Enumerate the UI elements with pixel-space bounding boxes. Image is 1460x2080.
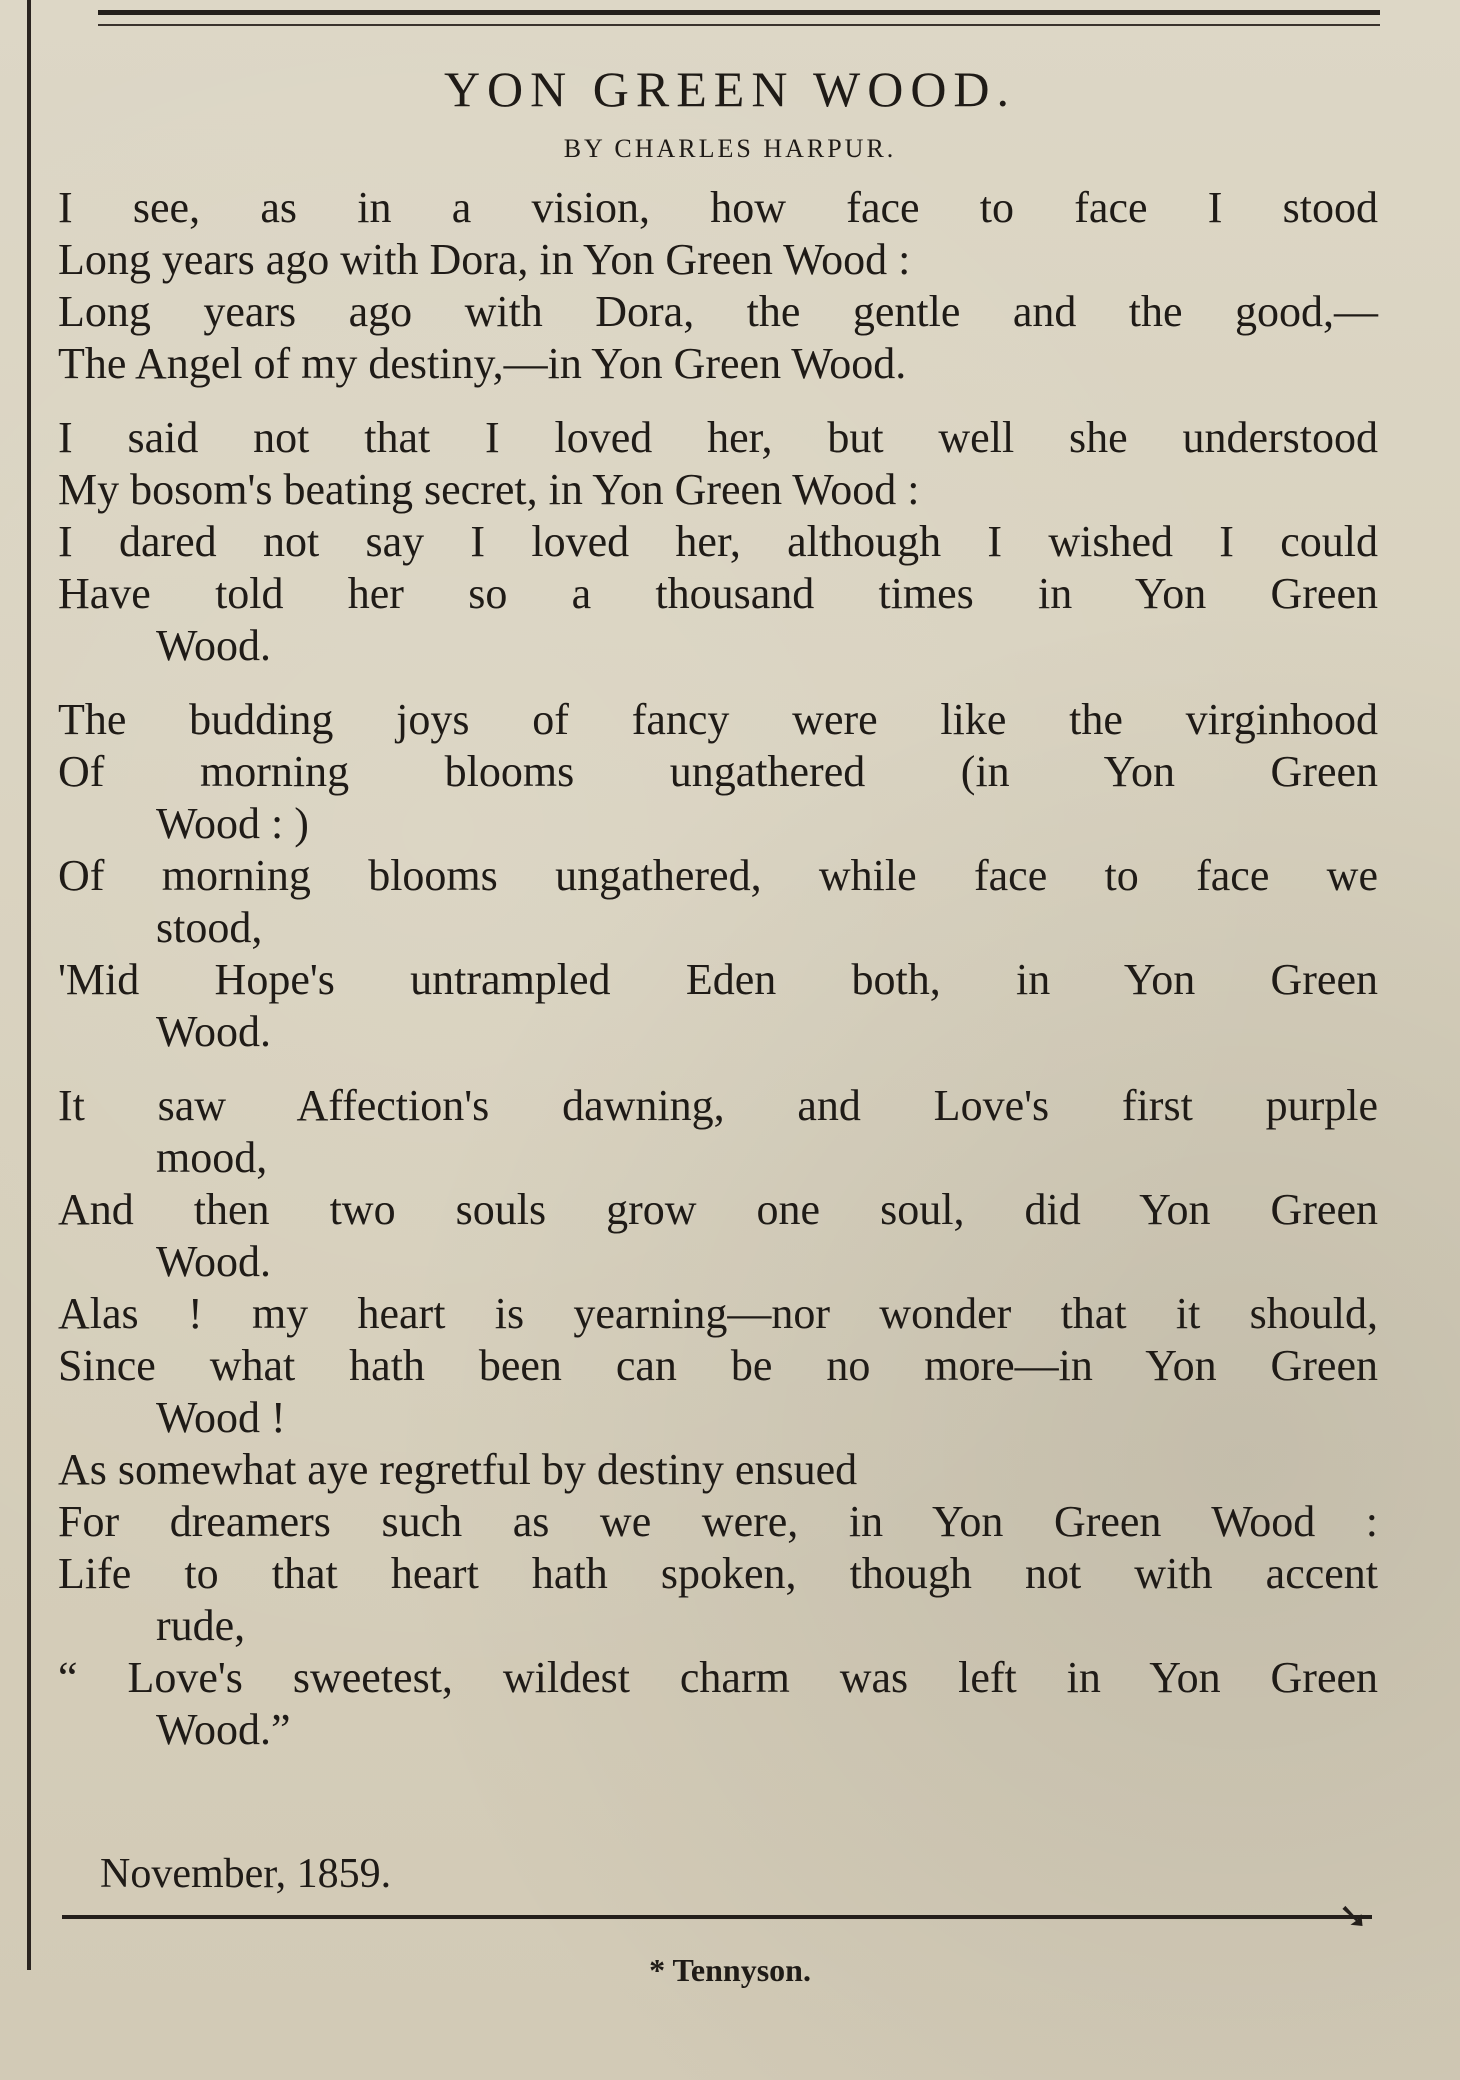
stanza-2 (58, 412, 1378, 672)
top-rule (98, 10, 1380, 15)
poem-line-continuation: rude, (156, 1601, 246, 1650)
stanza-1 (58, 182, 1378, 390)
poem-line: Since what hath been can be no more—in Yon Green (58, 1341, 1378, 1390)
poem-line: Have told her so a thousand times in Yon Green (58, 569, 1378, 618)
poem-line: And then two souls grow one soul, did Yon Green (58, 1185, 1378, 1234)
poem-line: 'Mid Hope's untrampled Eden both, in Yon Green (58, 955, 1378, 1004)
footnote: * Tennyson. (649, 1952, 811, 1988)
poem-line-continuation: Wood. (156, 621, 272, 670)
poem-line: I dared not say I loved her, although I wished I could (58, 517, 1378, 566)
poem-line-continuation: stood, (156, 903, 263, 952)
rule-flourish-icon: ➘ (1338, 1896, 1369, 1936)
stanza-3 (58, 694, 1378, 1058)
poem-line-continuation: Wood. (156, 1007, 272, 1056)
poem-line: Long years ago with Dora, the gentle and the good,— (58, 287, 1378, 336)
poem-line-continuation: Wood. (156, 1237, 272, 1286)
top-rule-thin (98, 24, 1380, 26)
poem-line: I see, as in a vision, how face to face I stood (58, 183, 1378, 232)
bottom-rule (62, 1915, 1372, 1919)
poem-body (58, 182, 1378, 1778)
poem-line: Alas ! my heart is yearning—nor wonder that it should, (58, 1289, 1378, 1338)
poem-line-continuation: mood, (156, 1133, 268, 1182)
poem-line-continuation: Wood ! (156, 1393, 286, 1442)
poem-line: Of morning blooms ungathered, while face to face we (58, 851, 1378, 900)
poem-line: I said not that I loved her, but well she understood (58, 413, 1378, 462)
poem-line: It saw Affection's dawning, and Love's first purple (58, 1081, 1378, 1130)
byline: BY CHARLES HARPUR. (563, 134, 897, 163)
poem-line: Long years ago with Dora, in Yon Green Wood : (58, 235, 911, 284)
poem-line: For dreamers such as we were, in Yon Green Wood : (58, 1497, 1378, 1546)
poem-date: November, 1859. (100, 1851, 392, 1897)
poem-line: Life to that heart hath spoken, though not with accent (58, 1549, 1378, 1598)
poem-line-continuation: Wood : ) (156, 799, 309, 848)
poem-line: “ Love's sweetest, wildest charm was left in Yon Green (58, 1653, 1378, 1702)
stanza-4 (58, 1080, 1378, 1756)
poem-line: My bosom's beating secret, in Yon Green Wood : (58, 465, 920, 514)
poem-line: The Angel of my destiny,—in Yon Green Wood. (58, 339, 907, 388)
poem-line-continuation: Wood.” (156, 1705, 291, 1754)
poem-line: As somewhat aye regretful by destiny ensued (58, 1445, 858, 1494)
poem-title: YON GREEN WOOD. (443, 61, 1017, 117)
column-rule (27, 0, 31, 1970)
poem-line: The budding joys of fancy were like the virginhood (58, 695, 1378, 744)
poem-line: Of morning blooms ungathered (in Yon Green (58, 747, 1378, 796)
